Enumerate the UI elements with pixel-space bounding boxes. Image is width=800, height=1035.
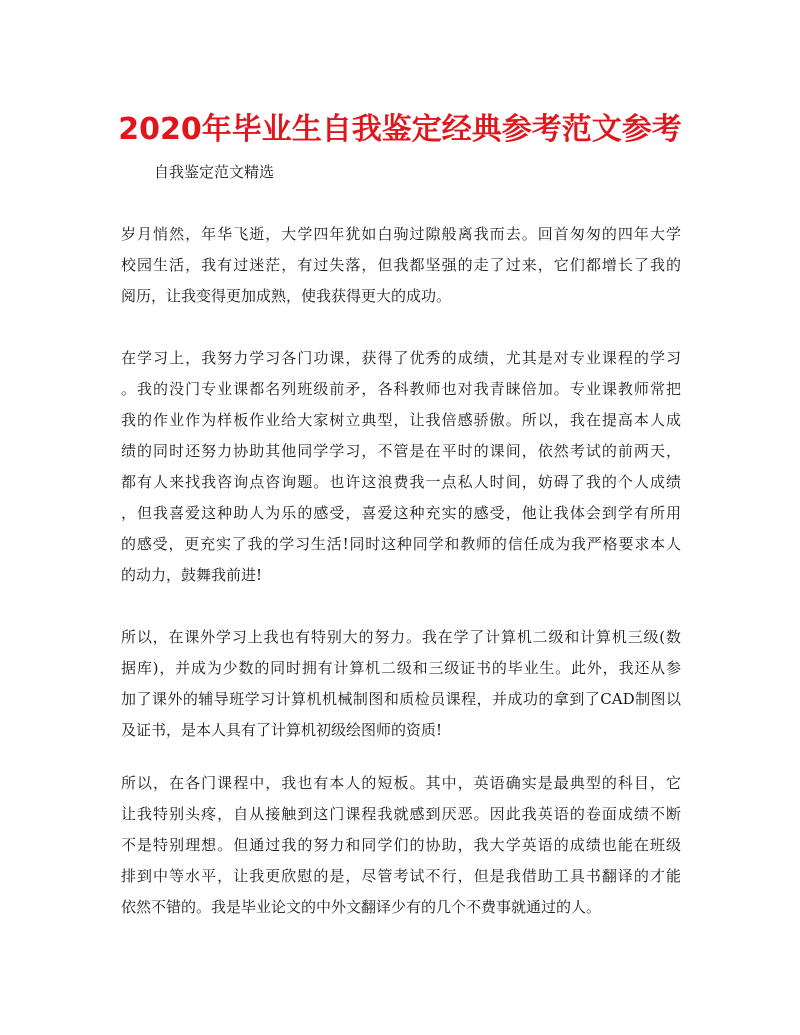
paragraph-line: 校园生活，我有过迷茫，有过失落，但我都坚强的走了过来，它们都增长了我的 <box>121 256 681 274</box>
paragraph-line: 。我的没门专业课都名列班级前矛，各科教师也对我青睐倍加。专业课教师常把 <box>121 380 681 398</box>
paragraph-3 <box>121 622 681 746</box>
paragraph-line: 在学习上，我努力学习各门功课，获得了优秀的成绩，尤其是对专业课程的学习 <box>121 349 681 367</box>
paragraph-line: 阅历，让我变得更加成熟，使我获得更大的成功。 <box>121 287 452 305</box>
paragraph-2 <box>121 343 681 591</box>
paragraph-line: 的感受，更充实了我的学习生活!同时这种同学和教师的信任成为我严格要求本人 <box>121 535 681 553</box>
paragraph-line: 让我特别头疼，自从接触到这门课程我就感到厌恶。因此我英语的卷面成绩不断 <box>121 805 681 823</box>
paragraph-line: 的动力，鼓舞我前进! <box>121 566 263 584</box>
paragraph-4 <box>121 768 681 923</box>
paragraph-line: 加了课外的辅导班学习计算机机械制图和质检员课程，并成功的拿到了CAD制图以 <box>121 690 681 708</box>
document-subtitle: 自我鉴定范文精选 <box>154 163 275 181</box>
paragraph-line: ，但我喜爱这种助人为乐的感受，喜爱这种充实的感受，他让我体会到学有所用 <box>121 504 681 522</box>
paragraph-line: 据库)，并成为少数的同时拥有计算机二级和三级证书的毕业生。此外，我还从参 <box>121 659 681 677</box>
paragraph-line: 及证书，是本人具有了计算机初级绘图师的资质! <box>121 721 443 739</box>
paragraph-line: 排到中等水平，让我更欣慰的是，尽管考试不行，但是我借助工具书翻译的才能 <box>121 867 681 885</box>
document-title: 2020年毕业生自我鉴定经典参考范文参考 <box>118 112 682 147</box>
paragraph-line: 我的作业作为样板作业给大家树立典型，让我倍感骄傲。所以，我在提高本人成 <box>121 411 681 429</box>
paragraph-line: 岁月悄然，年华飞逝，大学四年犹如白驹过隙般离我而去。回首匆匆的四年大学 <box>121 225 681 243</box>
paragraph-line: 所以，在各门课程中，我也有本人的短板。其中，英语确实是最典型的科目，它 <box>121 774 681 792</box>
paragraph-line: 不是特别理想。但通过我的努力和同学们的协助，我大学英语的成绩也能在班级 <box>121 836 681 854</box>
paragraph-line: 都有人来找我咨询点咨询题。也许这浪费我一点私人时间，妨碍了我的个人成绩 <box>121 473 681 491</box>
paragraph-line: 绩的同时还努力协助其他同学学习，不管是在平时的课间，依然考试的前两天， <box>121 442 681 460</box>
paragraph-1 <box>121 219 681 312</box>
paragraph-line: 依然不错的。我是毕业论文的中外文翻译少有的几个不费事就通过的人。 <box>121 898 602 916</box>
paragraph-line: 所以，在课外学习上我也有特别大的努力。我在学了计算机二级和计算机三级(数 <box>121 628 681 646</box>
